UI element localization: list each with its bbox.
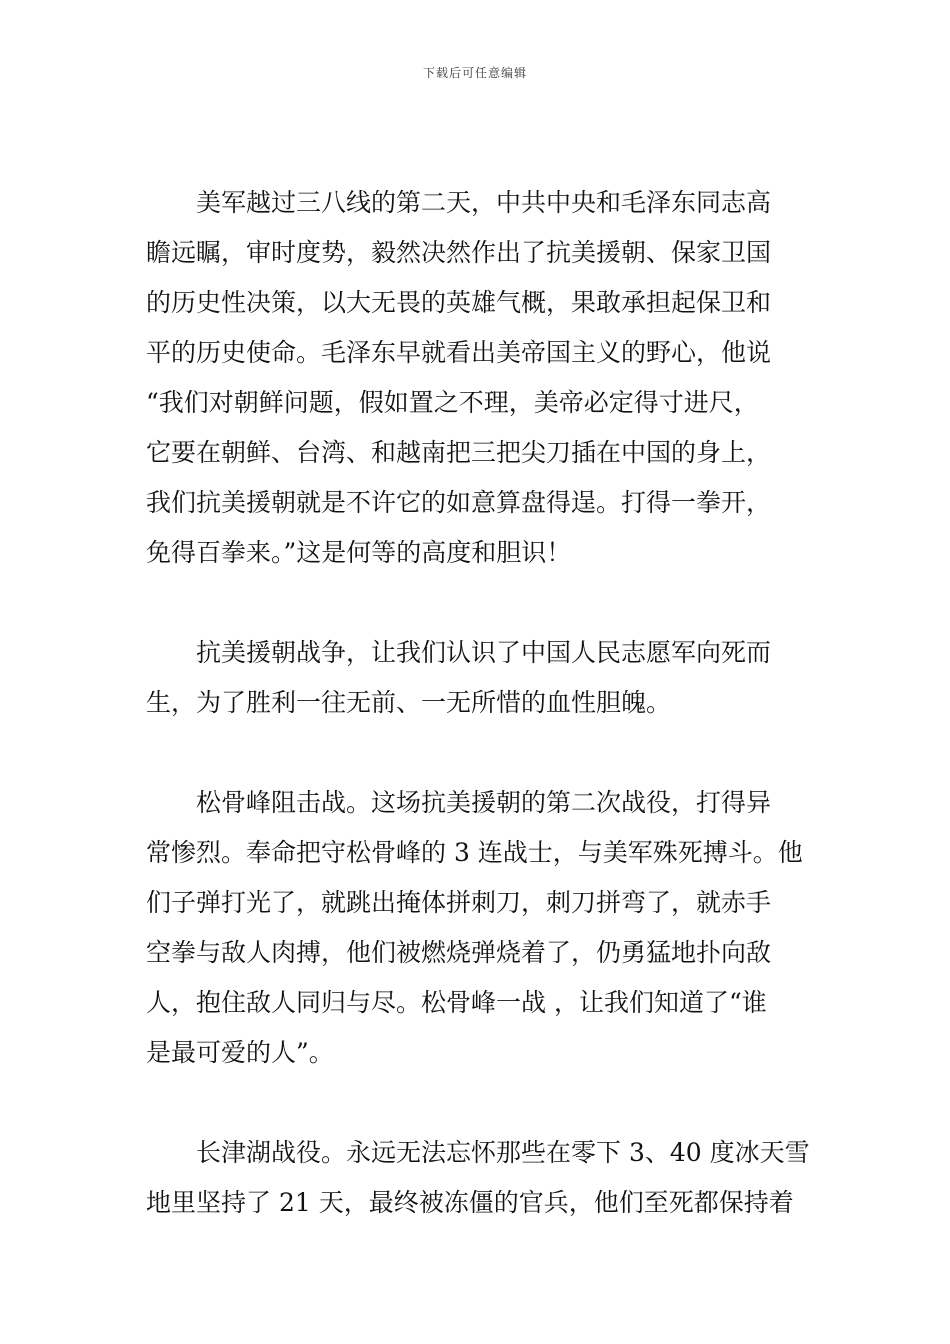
paragraph-2	[146, 628, 810, 728]
paragraph-line: 平的历史使命。毛泽东早就看出美帝国主义的野心，他说	[146, 338, 772, 367]
paragraph-line: 人，抱住敌人同归与尽。松骨峰一战 ，让我们知道了“谁	[146, 988, 767, 1017]
paragraph-line: 们子弹打光了，就跳出掩体拼刺刀，刺刀拼弯了，就赤手	[146, 888, 772, 917]
paragraph-line: 长津湖战役。永远无法忘怀那些在零下 3、40 度冰天雪	[146, 1138, 810, 1167]
paragraph-line: 生，为了胜利一往无前、一无所惜的血性胆魄。	[146, 688, 672, 717]
page-header-note: 下载后可任意编辑	[422, 66, 527, 80]
paragraph-line: 我们抗美援朝就是不许它的如意算盘得逞。打得一拳开，	[146, 488, 772, 517]
paragraph-1	[146, 178, 810, 578]
paragraph-line: 的历史性决策，以大无畏的英雄气概，果敢承担起保卫和	[146, 288, 772, 317]
paragraph-4	[146, 1128, 810, 1228]
paragraph-line: 常惨烈。奉命把守松骨峰的 3 连战士，与美军殊死搏斗。他	[146, 838, 803, 867]
paragraph-line: 是最可爱的人”。	[146, 1038, 334, 1067]
paragraph-line: 松骨峰阻击战。这场抗美援朝的第二次战役，打得异	[146, 788, 772, 817]
paragraph-line: 空拳与敌人肉搏，他们被燃烧弹烧着了，仍勇猛地扑向敌	[146, 938, 772, 967]
paragraph-line: 地里坚持了 21 天，最终被冻僵的官兵，他们至死都保持着	[146, 1188, 794, 1217]
document-body	[146, 178, 810, 1278]
paragraph-line: 瞻远瞩，审时度势，毅然决然作出了抗美援朝、保家卫国	[146, 238, 772, 267]
paragraph-line: 它要在朝鲜、台湾、和越南把三把尖刀插在中国的身上，	[146, 438, 772, 467]
paragraph-line: 抗美援朝战争，让我们认识了中国人民志愿军向死而	[146, 638, 772, 667]
paragraph-line: “我们对朝鲜问题，假如置之不理，美帝必定得寸进尺，	[146, 388, 759, 417]
paragraph-line: 美军越过三八线的第二天，中共中央和毛泽东同志高	[146, 188, 772, 217]
paragraph-3	[146, 778, 810, 1078]
paragraph-line: 免得百拳来。”这是何等的高度和胆识！	[146, 538, 572, 567]
